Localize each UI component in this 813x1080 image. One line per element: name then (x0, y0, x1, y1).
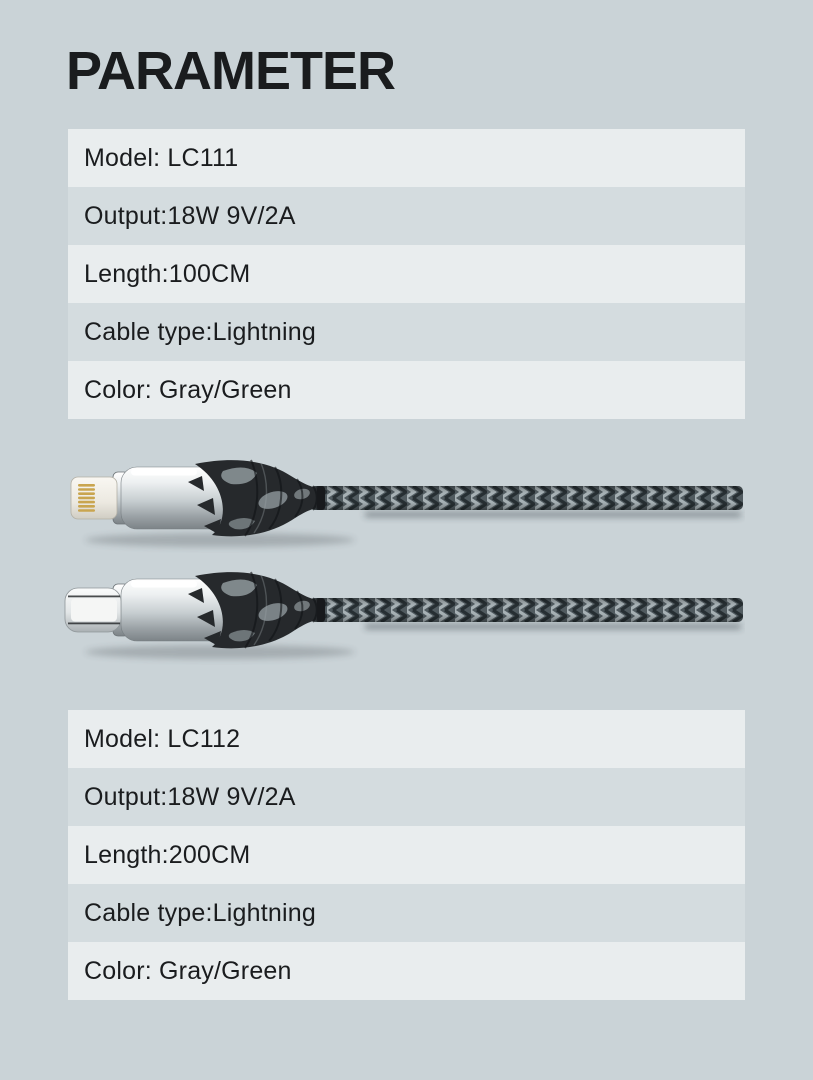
spec-row-length: Length:100CM (68, 245, 745, 303)
spec-table-lc112 (68, 710, 745, 1000)
usb-c-connector-icon (65, 588, 121, 632)
braided-cable (310, 486, 743, 517)
spec-row-color: Color: Gray/Green (68, 942, 745, 1000)
spec-row-length: Length:200CM (68, 826, 745, 884)
lightning-cable-image (55, 443, 745, 553)
spec-row-output: Output:18W 9V/2A (68, 187, 745, 245)
spec-row-output: Output:18W 9V/2A (68, 768, 745, 826)
spec-table-lc111 (68, 129, 745, 419)
usb-c-cable-image (55, 555, 745, 665)
spec-row-color: Color: Gray/Green (68, 361, 745, 419)
cable-connector-body (85, 460, 355, 547)
spec-row-cable-type: Cable type:Lightning (68, 303, 745, 361)
cable-connector-body (85, 572, 355, 659)
spec-row-model: Model: LC111 (68, 129, 745, 187)
spec-row-cable-type: Cable type:Lightning (68, 884, 745, 942)
braided-cable (310, 598, 743, 629)
page-title: PARAMETER (66, 41, 396, 101)
spec-row-model: Model: LC112 (68, 710, 745, 768)
lightning-connector-icon (71, 477, 117, 519)
